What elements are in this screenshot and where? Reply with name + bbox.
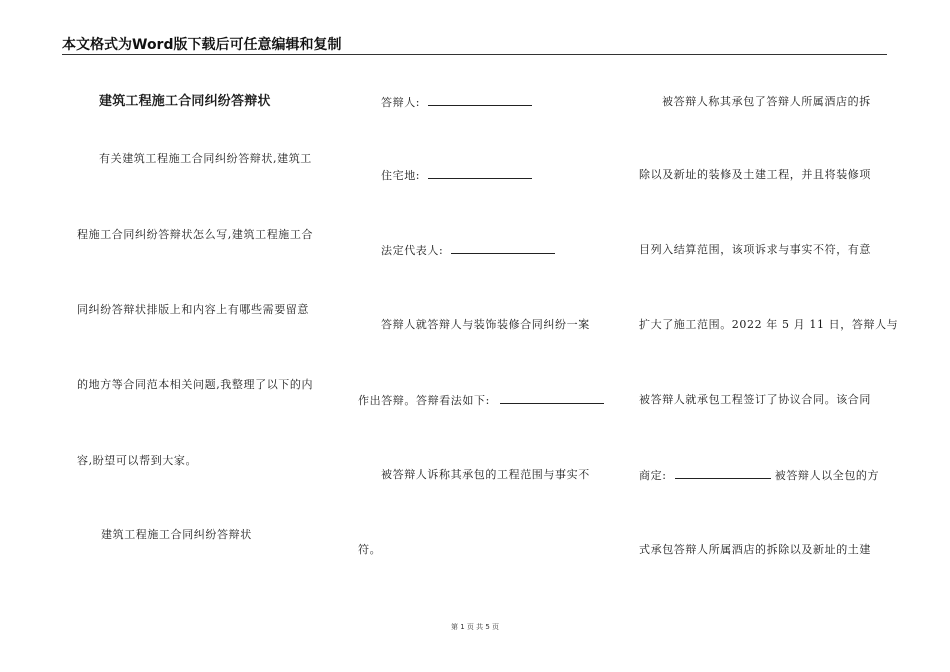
paragraph-line: 程施工合同纠纷答辩状怎么写,建筑工程施工合	[77, 228, 314, 241]
agreement-blank	[675, 468, 771, 479]
document-banner	[62, 34, 887, 55]
paragraph-line: 目列入结算范围，该项诉求与事实不符，有意	[639, 243, 871, 256]
page-number: 第 1 页 共 5 页	[450, 623, 500, 631]
banner-text: 本文格式为Word版下载后可任意编辑和复制	[62, 37, 342, 53]
paragraph-line: 的地方等合同范本相关问题,我整理了以下的内	[77, 378, 314, 391]
paragraph-text: 被答辩人以全包的方	[774, 469, 880, 482]
paragraph-line	[639, 468, 879, 483]
paragraph-line: 被答辩人称其承包了答辩人所属酒店的拆	[662, 95, 871, 108]
paragraph-line: 同纠纷答辩状排版上和内容上有哪些需要留意	[77, 303, 309, 316]
paragraph-text: 作出答辩。答辩看法如下:	[358, 394, 490, 407]
opinion-blank	[500, 393, 604, 404]
paragraph-line: 扩大了施工范围。2022 年 5 月 11 日，答辩人与	[639, 318, 899, 331]
legal-rep-field	[381, 243, 555, 258]
document-title: 建筑工程施工合同纠纷答辩状	[99, 94, 271, 109]
respondent-blank	[428, 95, 532, 106]
paragraph-line: 被答辩人诉称其承包的工程范围与事实不	[381, 468, 590, 481]
paragraph-line: 容,盼望可以帮到大家。	[77, 454, 198, 467]
page-footer	[0, 622, 950, 632]
address-blank	[428, 168, 532, 179]
respondent-field	[381, 95, 532, 110]
legal-rep-label: 法定代表人:	[381, 244, 444, 257]
paragraph-line: 被答辩人就承包工程签订了协议合同。该合同	[639, 393, 871, 406]
paragraph-line: 式承包答辩人所属酒店的拆除以及新址的土建	[639, 543, 871, 556]
paragraph-line	[358, 393, 604, 408]
section-heading: 建筑工程施工合同纠纷答辩状	[101, 528, 252, 541]
address-label: 住宅地:	[381, 169, 421, 182]
paragraph-text: 商定:	[639, 469, 667, 482]
paragraph-line: 答辩人就答辩人与装饰装修合同纠纷一案	[381, 318, 590, 331]
paragraph-line: 符。	[358, 543, 382, 556]
paragraph-line: 除以及新址的装修及土建工程，并且将装修项	[639, 168, 871, 181]
paragraph-line: 有关建筑工程施工合同纠纷答辩状,建筑工	[99, 152, 312, 165]
respondent-label: 答辩人:	[381, 96, 421, 109]
legal-rep-blank	[451, 243, 555, 254]
address-field	[381, 168, 532, 183]
